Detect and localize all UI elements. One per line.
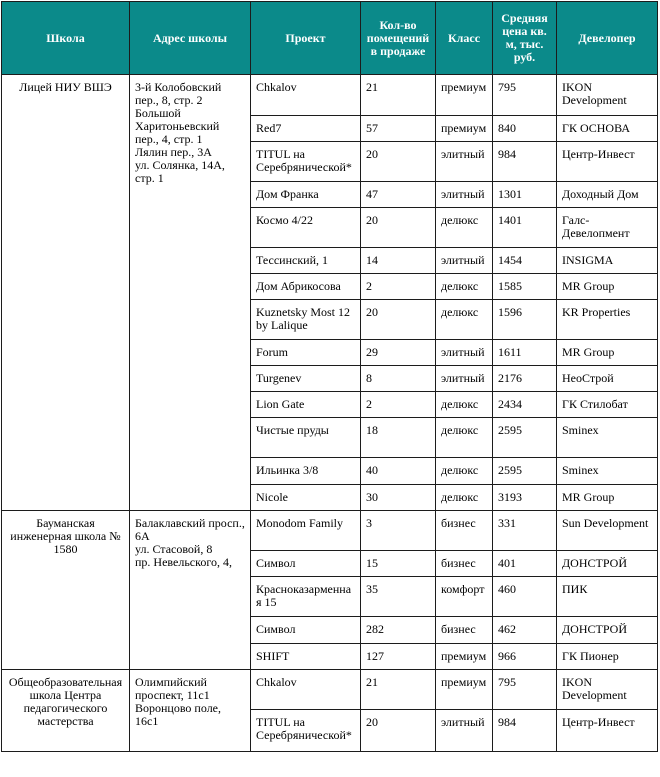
real-estate-table [1, 1, 658, 752]
project-cell: Nicole [251, 485, 361, 511]
developer-cell: KR Properties [557, 300, 658, 340]
developer-cell: MR Group [557, 485, 658, 511]
header-price: Средняя цена кв. м, тыс. руб. [493, 2, 557, 75]
header-developer: Девелопер [557, 2, 658, 75]
developer-cell: IKON Development [557, 670, 658, 710]
project-cell: Forum [251, 340, 361, 366]
price-cell: 984 [493, 710, 557, 752]
project-cell: Чистые пруды [251, 418, 361, 458]
price-cell: 2434 [493, 392, 557, 418]
project-cell: Дом Франка [251, 182, 361, 208]
class-cell: делюкс [436, 418, 493, 458]
project-cell: Lion Gate [251, 392, 361, 418]
developer-cell: ДОНСТРОЙ [557, 617, 658, 644]
count-cell: 35 [361, 577, 436, 617]
developer-cell: ГК Стилобат [557, 392, 658, 418]
price-cell: 1611 [493, 340, 557, 366]
developer-cell: НеоСтрой [557, 366, 658, 392]
school-address-cell: 3-й Колобовский пер., 8, стр. 2 Большой Харитоньевский пер., 4, стр. 1 Лялин пер., 3А ул. Солянка, 14А, стр. 1 [130, 75, 251, 511]
price-cell: 2595 [493, 418, 557, 458]
header-school: Школа [2, 2, 130, 75]
count-cell: 8 [361, 366, 436, 392]
class-cell: делюкс [436, 274, 493, 300]
price-cell: 1454 [493, 248, 557, 274]
project-cell: Дом Абрикосова [251, 274, 361, 300]
header-address: Адрес школы [130, 2, 251, 75]
count-cell: 3 [361, 511, 436, 551]
developer-cell: MR Group [557, 274, 658, 300]
header-project: Проект [251, 2, 361, 75]
count-cell: 47 [361, 182, 436, 208]
count-cell: 2 [361, 392, 436, 418]
header-class: Класс [436, 2, 493, 75]
price-cell: 2176 [493, 366, 557, 392]
project-cell: Космо 4/22 [251, 208, 361, 248]
project-cell: Red7 [251, 116, 361, 142]
price-cell: 460 [493, 577, 557, 617]
class-cell: премиум [436, 644, 493, 670]
class-cell: делюкс [436, 458, 493, 485]
price-cell: 795 [493, 75, 557, 116]
developer-cell: Центр-Инвест [557, 142, 658, 182]
count-cell: 20 [361, 300, 436, 340]
class-cell: элитный [436, 182, 493, 208]
count-cell: 20 [361, 710, 436, 752]
header-count: Кол-во помещений в продаже [361, 2, 436, 75]
project-cell: Тессинский, 1 [251, 248, 361, 274]
developer-cell: Sminex [557, 418, 658, 458]
project-cell: TITUL на Серебрянической* [251, 710, 361, 752]
price-cell: 3193 [493, 485, 557, 511]
count-cell: 127 [361, 644, 436, 670]
class-cell: делюкс [436, 208, 493, 248]
count-cell: 21 [361, 670, 436, 710]
project-cell: Символ [251, 551, 361, 577]
table-header [2, 2, 658, 75]
project-cell: Символ [251, 617, 361, 644]
count-cell: 14 [361, 248, 436, 274]
class-cell: делюкс [436, 485, 493, 511]
developer-cell: IKON Development [557, 75, 658, 116]
table-body [2, 75, 658, 752]
header-row [2, 2, 658, 75]
price-cell: 1596 [493, 300, 557, 340]
count-cell: 2 [361, 274, 436, 300]
count-cell: 18 [361, 418, 436, 458]
project-cell: Ильинка 3/8 [251, 458, 361, 485]
developer-cell: ПИК [557, 577, 658, 617]
class-cell: элитный [436, 340, 493, 366]
class-cell: премиум [436, 670, 493, 710]
developer-cell: Доходный Дом [557, 182, 658, 208]
price-cell: 840 [493, 116, 557, 142]
class-cell: бизнес [436, 617, 493, 644]
count-cell: 20 [361, 142, 436, 182]
class-cell: элитный [436, 142, 493, 182]
count-cell: 282 [361, 617, 436, 644]
class-cell: делюкс [436, 300, 493, 340]
table-row [2, 75, 658, 116]
project-cell: TITUL на Серебрянической* [251, 142, 361, 182]
project-cell: Turgenev [251, 366, 361, 392]
price-cell: 1401 [493, 208, 557, 248]
class-cell: премиум [436, 116, 493, 142]
developer-cell: Центр-Инвест [557, 710, 658, 752]
price-cell: 401 [493, 551, 557, 577]
price-cell: 795 [493, 670, 557, 710]
developer-cell: ГК Пионер [557, 644, 658, 670]
project-cell: SHIFT [251, 644, 361, 670]
price-cell: 2595 [493, 458, 557, 485]
class-cell: премиум [436, 75, 493, 116]
class-cell: элитный [436, 248, 493, 274]
table-row [2, 511, 658, 551]
school-address-cell: Олимпийский проспект, 11с1 Воронцово поле, 16с1 [130, 670, 251, 752]
price-cell: 966 [493, 644, 557, 670]
price-cell: 1585 [493, 274, 557, 300]
developer-cell: INSIGMA [557, 248, 658, 274]
project-cell: Chkalov [251, 75, 361, 116]
school-name-cell: Общеобразовательная школа Центра педагогического мастерства [2, 670, 130, 752]
developer-cell: Галс-Девелопмент [557, 208, 658, 248]
developer-cell: Sun Development [557, 511, 658, 551]
developer-cell: Sminex [557, 458, 658, 485]
price-cell: 1301 [493, 182, 557, 208]
school-address-cell: Балаклавский просп., 6А ул. Стасовой, 8 пр. Невельского, 4, [130, 511, 251, 670]
project-cell: Chkalov [251, 670, 361, 710]
table-row [2, 670, 658, 710]
school-name-cell: Бауманская инженерная школа № 1580 [2, 511, 130, 670]
price-cell: 462 [493, 617, 557, 644]
count-cell: 40 [361, 458, 436, 485]
project-cell: Красноказарменная 15 [251, 577, 361, 617]
class-cell: бизнес [436, 511, 493, 551]
developer-cell: ДОНСТРОЙ [557, 551, 658, 577]
class-cell: элитный [436, 366, 493, 392]
count-cell: 20 [361, 208, 436, 248]
class-cell: делюкс [436, 392, 493, 418]
project-cell: Monodom Family [251, 511, 361, 551]
project-cell: Kuznetsky Most 12 by Lalique [251, 300, 361, 340]
developer-cell: ГК ОСНОВА [557, 116, 658, 142]
count-cell: 29 [361, 340, 436, 366]
class-cell: элитный [436, 710, 493, 752]
price-cell: 331 [493, 511, 557, 551]
count-cell: 21 [361, 75, 436, 116]
class-cell: комфорт [436, 577, 493, 617]
developer-cell: MR Group [557, 340, 658, 366]
class-cell: бизнес [436, 551, 493, 577]
count-cell: 57 [361, 116, 436, 142]
count-cell: 15 [361, 551, 436, 577]
price-cell: 984 [493, 142, 557, 182]
count-cell: 30 [361, 485, 436, 511]
school-name-cell: Лицей НИУ ВШЭ [2, 75, 130, 511]
